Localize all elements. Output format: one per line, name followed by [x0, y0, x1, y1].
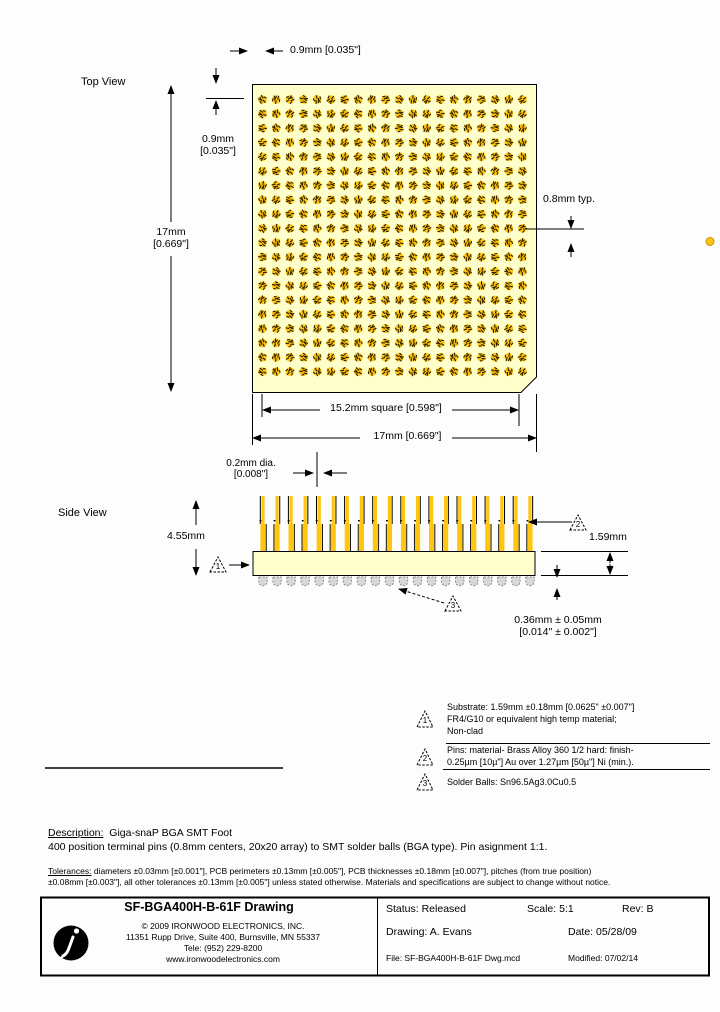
dim-top-pitch: 0.9mm [0.035"] — [290, 44, 361, 56]
dim-lines-substrate — [541, 552, 628, 576]
ironwood-logo — [54, 926, 89, 961]
drawing-author-field: Drawing: A. Evans — [386, 926, 472, 938]
dim-right-pitch: 0.8mm typ. — [543, 193, 595, 205]
callout-1-number: 1 — [215, 562, 221, 571]
tolerances-label: Tolerances: — [48, 866, 92, 876]
tolerances-block: Tolerances: diameters ±0.03mm [±0.001"], PCB perimeters ±0.13mm [±0.005"], PCB thicknesses ±0.18mm [±0.007"], pitches (from true position) ±0.08mm [±0.003"], all other tolerances ±0.13mm [±0.005"] unless stated otherwise. Materials and specifications are subject to change without notice. — [48, 866, 611, 887]
dim-bottom-array: 15.2mm square [0.598"] — [330, 402, 442, 414]
file-field: File: SF-BGA400H-B-61F Dwg.mcd — [386, 953, 521, 963]
note-pins: Pins: material- Brass Alloy 360 1/2 hard: finish- 0.25µm [10µ"] Au over 1.27µm [50µ"] Ni (min.). — [447, 745, 634, 767]
dim-left-pitch: 0.9mm [0.035"] — [200, 133, 236, 157]
company-address: 11351 Rupp Drive, Suite 400, Burnsville, MN 55337 — [125, 932, 321, 942]
dim-substrate-thickness: 1.59mm — [589, 531, 627, 543]
company-name: © 2009 IRONWOOD ELECTRONICS, INC. — [141, 921, 305, 931]
dim-lines-pin-dia — [293, 452, 347, 487]
description-body: 400 position terminal pins (0.8mm centers, 20x20 array) to SMT solder balls (BGA type). Pin asignment 1:1. — [48, 841, 548, 853]
company-info — [92, 921, 354, 965]
note-2-number: 2 — [422, 754, 428, 763]
top-view-body — [253, 85, 537, 393]
description-block — [48, 826, 547, 854]
dim-lines-left-pitch — [206, 68, 244, 115]
side-pins — [260, 496, 534, 552]
description-label: Description: — [48, 827, 104, 839]
note-1-number: 1 — [422, 716, 428, 725]
note-substrate: Substrate: 1.59mm ±0.18mm [0.0625" ±0.007"] FR4/G10 or equivalent high temp material; Non-clad — [447, 702, 635, 736]
note-3-number: 3 — [422, 779, 428, 788]
rev-field: Rev: B — [622, 903, 654, 915]
drawing-title: SF-BGA400H-B-61F Drawing — [124, 900, 294, 914]
status-field: Status: Released — [386, 903, 466, 915]
modified-field: Modified: 07/02/14 — [568, 953, 638, 963]
dim-pin-height: 4.55mm — [167, 530, 205, 542]
callout-2-number: 2 — [575, 520, 581, 529]
side-view-label: Side View — [58, 507, 107, 519]
dim-left-height: 17mm [0.669"] — [153, 226, 189, 250]
dim-ball-height: 0.36mm ± 0.05mm [0.014" ± 0.002"] — [514, 614, 602, 638]
company-website: www.ironwoodelectronics.com — [166, 954, 280, 964]
dim-bottom-overall: 17mm [0.669"] — [373, 430, 442, 442]
scale-field: Scale: 5:1 — [527, 903, 574, 915]
description-title: Giga-snaP BGA SMT Foot — [103, 827, 233, 839]
date-field: Date: 05/28/09 — [568, 926, 637, 938]
solder-balls — [259, 577, 534, 586]
company-phone: Tele: (952) 229-8200 — [183, 943, 263, 953]
dim-pin-dia: 0.2mm dia. [0.008"] — [226, 458, 276, 480]
top-view-label: Top View — [81, 76, 126, 88]
note-solder-balls: Solder Balls: Sn96.5Ag3.0Cu0.5 — [447, 777, 577, 787]
callout-3-number: 3 — [450, 601, 456, 610]
stray-pin-dot — [706, 238, 714, 246]
side-view-body — [253, 496, 535, 586]
